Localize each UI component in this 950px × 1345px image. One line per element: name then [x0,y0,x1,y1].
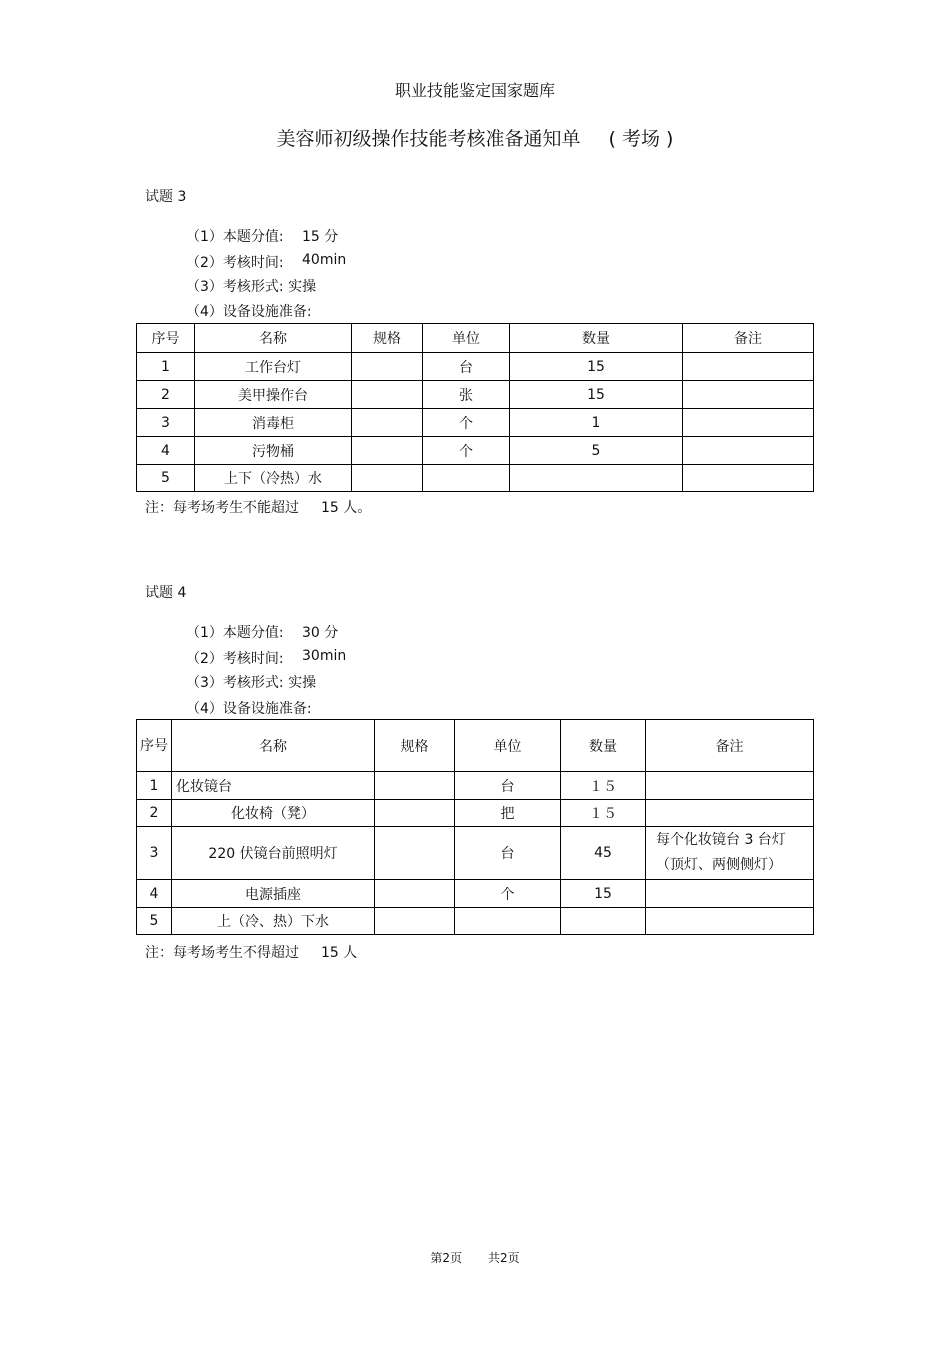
q3-equipment-label: （4）设备设施准备: [186,304,312,320]
table-cell: 5 [137,908,172,935]
table-cell: 化妆镜台 [172,772,375,800]
q4-note [145,942,357,962]
table-cell [352,381,423,409]
header-cell: 数量 [561,720,646,772]
table-cell [375,880,455,908]
table-cell [375,827,455,880]
q3-score-value: 15 分 [302,229,339,245]
header-cell: 序号 [137,720,172,772]
table-cell [646,908,814,935]
question-3-label: 试题 3 [145,189,187,205]
table-cell: 3 [137,409,195,437]
header-cell: 数量 [510,324,683,353]
q3-note-value: 15 人。 [321,500,372,516]
title-main: 美容师初级操作技能考核准备通知单 [276,128,581,150]
table-cell: 张 [423,381,510,409]
table-cell: 工作台灯 [195,353,352,381]
table-cell [352,465,423,492]
q4-time-value: 30min [302,648,347,664]
table-cell: 2 [137,381,195,409]
header-cell: 备注 [683,324,814,353]
table-cell [375,908,455,935]
q4-equipment-label: （4）设备设施准备: [186,701,312,717]
table-cell: 个 [455,880,561,908]
table-cell: 5 [137,465,195,492]
q4-note-value: 15 人 [321,945,358,961]
table-cell: 3 [137,827,172,880]
table-row [137,800,814,827]
table-cell: 台 [423,353,510,381]
table-row [137,465,814,492]
table-cell [352,437,423,465]
table-cell [352,353,423,381]
q4-time-label: （2）考核时间: [186,651,284,667]
header-cell: 名称 [195,324,352,353]
table-cell [423,465,510,492]
table-row [137,409,814,437]
table-row [137,908,814,935]
q4-equipment-table [136,719,814,935]
table-cell: 上下（冷热）水 [195,465,352,492]
table-cell [683,437,814,465]
q3-time-label: （2）考核时间: [186,255,284,271]
q3-time-value: 40min [302,252,347,268]
q3-form: （3）考核形式: 实操 [186,279,317,295]
table-header-row [137,324,814,353]
table-cell: １５ [561,772,646,800]
table-cell: 台 [455,772,561,800]
q4-time [186,648,347,668]
header-cell: 单位 [423,324,510,353]
q3-equipment-table [136,323,814,492]
table-row [137,437,814,465]
table-row [137,353,814,381]
header-cell: 名称 [172,720,375,772]
page-footer [0,1249,950,1266]
table-cell [375,772,455,800]
table-row [137,772,814,800]
q4-score-label: （1）本题分值: [186,625,284,641]
table-cell: 消毒柜 [195,409,352,437]
q4-form: （3）考核形式: 实操 [186,675,317,691]
table-cell: 美甲操作台 [195,381,352,409]
table-cell: 化妆椅（凳） [172,800,375,827]
q3-time [186,252,347,272]
table-cell: 个 [423,437,510,465]
header-cell: 单位 [455,720,561,772]
table-cell: 台 [455,827,561,880]
table-cell [352,409,423,437]
header-cell: 规格 [352,324,423,353]
table-cell [646,772,814,800]
table-header-row [137,720,814,772]
q3-score-label: （1）本题分值: [186,229,284,245]
table-cell: 5 [510,437,683,465]
table-cell [646,800,814,827]
q4-note-label: 注：每考场考生不得超过 [145,945,299,961]
header-cell: 备注 [646,720,814,772]
table-row [137,880,814,908]
table-cell: 污物桶 [195,437,352,465]
table-cell: 220 伏镜台前照明灯 [172,827,375,880]
table-cell: １５ [561,800,646,827]
table-cell: 4 [137,880,172,908]
table-cell: 15 [510,381,683,409]
header-cell: 规格 [375,720,455,772]
table-cell [683,465,814,492]
table-row [137,381,814,409]
q3-note-label: 注：每考场考生不能超过 [145,500,299,516]
table-cell [646,880,814,908]
document-header: 职业技能鉴定国家题库 [394,81,555,100]
table-cell: 45 [561,827,646,880]
table-cell: 15 [561,880,646,908]
table-cell: 1 [510,409,683,437]
table-cell: 2 [137,800,172,827]
table-cell: 4 [137,437,195,465]
table-cell [455,908,561,935]
table-cell [510,465,683,492]
table-cell: 每个化妆镜台 3 台灯（顶灯、两侧侧灯） [646,827,814,880]
header-cell: 序号 [137,324,195,353]
question-4-label: 试题 4 [145,585,187,601]
page-number: 第2页 [430,1251,462,1265]
table-cell: 1 [137,772,172,800]
table-cell: 电源插座 [172,880,375,908]
q4-score-value: 30 分 [302,625,339,641]
table-cell [561,908,646,935]
table-cell: 个 [423,409,510,437]
q4-score [186,622,339,642]
table-cell: 把 [455,800,561,827]
q3-score [186,226,339,246]
table-cell [683,409,814,437]
table-cell [683,381,814,409]
table-cell [683,353,814,381]
table-cell: 15 [510,353,683,381]
table-row [137,827,814,880]
table-cell: 上（冷、热）下水 [172,908,375,935]
q3-note [145,497,371,517]
document-title [0,124,950,151]
page-total: 共2页 [488,1251,520,1265]
title-suffix: ( 考场 ) [608,128,674,150]
table-cell: 1 [137,353,195,381]
table-cell [375,800,455,827]
